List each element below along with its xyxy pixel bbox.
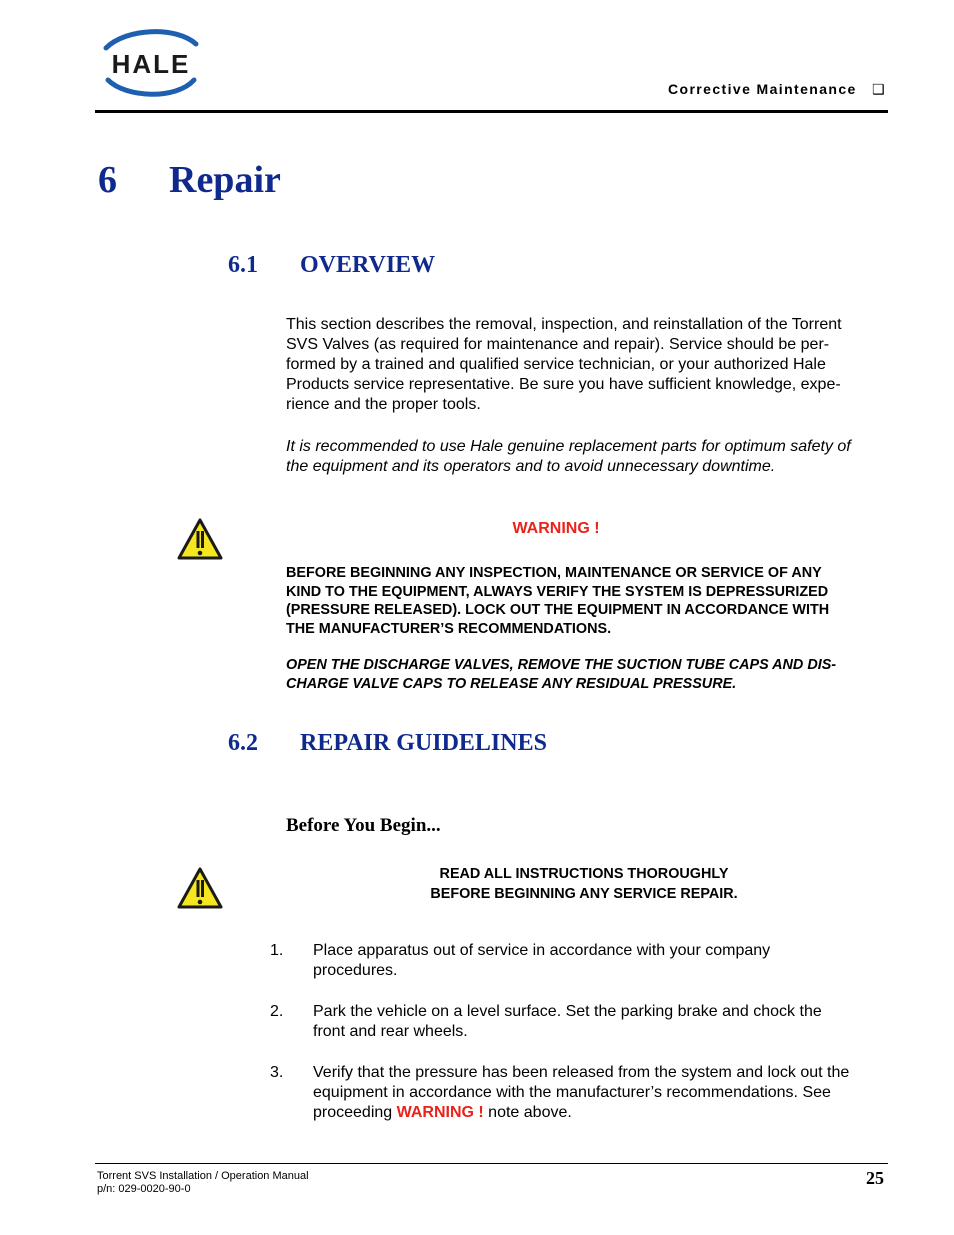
recommendation-paragraph xyxy=(286,437,886,477)
section-number: 6.1 xyxy=(228,252,258,278)
section-title: REPAIR GUIDELINES xyxy=(300,730,547,756)
logo-text: HALE xyxy=(111,49,191,79)
text-line: formed by a trained and qualified service technician, or your authorized Hale xyxy=(286,356,826,373)
text-line: procedures. xyxy=(313,962,398,979)
warning-triangle-icon xyxy=(176,866,224,910)
footer-manual-title: Torrent SVS Installation / Operation Manual xyxy=(97,1170,309,1182)
text-line: Verify that the pressure has been released from the system and lock out the xyxy=(313,1064,850,1081)
text-line: BEFORE BEGINNING ANY INSPECTION, MAINTENANCE OR SERVICE OF ANY xyxy=(286,565,822,581)
inline-warning: WARNING ! xyxy=(396,1104,484,1121)
text-line: (PRESSURE RELEASED). LOCK OUT THE EQUIPMENT IN ACCORDANCE WITH xyxy=(286,602,830,618)
text-line: Park the vehicle on a level surface. Set the parking brake and chock the xyxy=(313,1003,822,1020)
text-fragment: note above. xyxy=(483,1104,572,1121)
warning-triangle-icon xyxy=(176,517,224,561)
text-line: THE MANUFACTURER’S RECOMMENDATIONS. xyxy=(286,620,612,637)
list-item xyxy=(270,1002,890,1042)
text-line: BEFORE BEGINNING ANY SERVICE REPAIR. xyxy=(430,886,738,902)
warning-italic-body xyxy=(286,656,886,693)
text-line: Place apparatus out of service in accordance with your company xyxy=(313,942,771,959)
text-line: READ ALL INSTRUCTIONS THOROUGHLY xyxy=(439,866,729,882)
chapter-title-text: Repair xyxy=(169,159,281,201)
step-text xyxy=(313,941,890,981)
text-fragment: proceeding xyxy=(313,1104,397,1121)
step-number: 2. xyxy=(270,1003,284,1020)
step-text xyxy=(313,1063,890,1123)
header-bullet: ❑ xyxy=(872,81,886,97)
text-line: equipment in accordance with the manufacturer’s recommendations. See xyxy=(313,1084,831,1101)
step-text xyxy=(313,1002,890,1042)
text-line: the equipment and its operators and to avoid unnecessary downtime. xyxy=(286,458,776,475)
text-line: Products service representative. Be sure you have sufficient knowledge, expe- xyxy=(286,376,841,393)
text-line: front and rear wheels. xyxy=(313,1023,468,1040)
running-header xyxy=(668,81,886,98)
warning-title: WARNING ! xyxy=(512,520,600,537)
text-line xyxy=(313,1103,890,1123)
hale-logo xyxy=(96,26,206,102)
page-number: 25 xyxy=(866,1168,884,1188)
text-line: CHARGE VALVE CAPS TO RELEASE ANY RESIDUAL PRESSURE. xyxy=(286,675,737,692)
text-line: SVS Valves (as required for maintenance and repair). Service should be per- xyxy=(286,336,830,353)
header-section-title: Corrective Maintenance xyxy=(668,81,857,97)
subheading-before-you-begin: Before You Begin... xyxy=(286,815,441,836)
overview-paragraph xyxy=(286,315,886,415)
footer-rule xyxy=(95,1163,888,1164)
chapter-number: 6 xyxy=(98,159,117,201)
text-line: rience and the proper tools. xyxy=(286,396,481,413)
footer-manual-info xyxy=(97,1170,309,1196)
footer-part-number: p/n: 029-0020-90-0 xyxy=(97,1183,191,1195)
section-title: OVERVIEW xyxy=(300,252,436,278)
section-heading-guidelines xyxy=(228,730,547,757)
list-item xyxy=(270,941,890,981)
section-heading-overview xyxy=(228,252,435,279)
text-line: This section describes the removal, inspection, and reinstallation of the Torrent xyxy=(286,316,842,333)
list-item xyxy=(270,1063,890,1123)
text-line: KIND TO THE EQUIPMENT, ALWAYS VERIFY THE SYSTEM IS DEPRESSURIZED xyxy=(286,583,829,600)
header-rule xyxy=(95,110,888,113)
chapter-title xyxy=(98,158,281,202)
read-all-notice xyxy=(286,864,882,904)
text-line: OPEN THE DISCHARGE VALVES, REMOVE THE SUCTION TUBE CAPS AND DIS- xyxy=(286,657,837,673)
step-number: 3. xyxy=(270,1064,284,1081)
warning-body xyxy=(286,564,886,638)
step-number: 1. xyxy=(270,942,284,959)
text-line: It is recommended to use Hale genuine replacement parts for optimum safety of xyxy=(286,438,851,455)
section-number: 6.2 xyxy=(228,730,258,756)
